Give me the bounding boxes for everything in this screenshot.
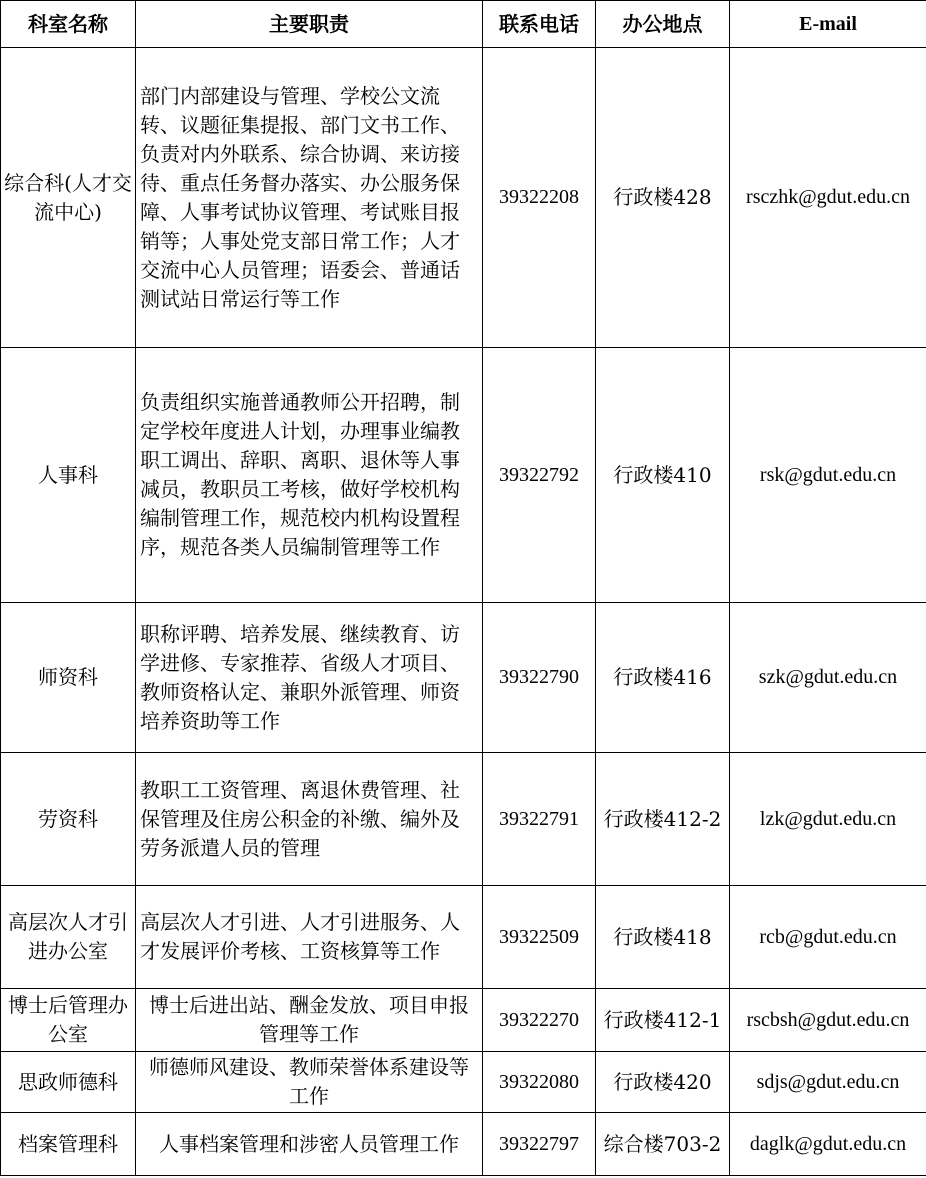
department-office: 行政楼420	[596, 1052, 730, 1113]
department-office: 行政楼416	[596, 603, 730, 753]
header-name: 科室名称	[1, 1, 136, 48]
department-email: sdjs@gdut.edu.cn	[730, 1052, 926, 1113]
table-row	[1, 753, 926, 886]
department-duty: 负责组织实施普通教师公开招聘，制定学校年度进人计划，办理事业编教职工调出、辞职、离职、退休等人事减员，教职员工考核，做好学校机构编制管理工作，规范校内机构设置程序，规范各类人员编制管理等工作	[136, 348, 483, 603]
department-email: szk@gdut.edu.cn	[730, 603, 926, 753]
department-phone: 39322790	[483, 603, 596, 753]
department-email: rcb@gdut.edu.cn	[730, 886, 926, 989]
header-email: E-mail	[730, 1, 926, 48]
department-phone: 39322270	[483, 989, 596, 1052]
department-email: lzk@gdut.edu.cn	[730, 753, 926, 886]
department-phone: 39322791	[483, 753, 596, 886]
department-office: 综合楼703-2	[596, 1113, 730, 1176]
department-name: 劳资科	[1, 753, 136, 886]
header-office: 办公地点	[596, 1, 730, 48]
table-row	[1, 886, 926, 989]
department-phone: 39322792	[483, 348, 596, 603]
department-phone: 39322080	[483, 1052, 596, 1113]
department-email: rsczhk@gdut.edu.cn	[730, 48, 926, 348]
department-duty: 部门内部建设与管理、学校公文流转、议题征集提报、部门文书工作、负责对内外联系、综合协调、来访接待、重点任务督办落实、办公服务保障、人事考试协议管理、考试账目报销等；人事处党支部日常工作；人才交流中心人员管理；语委会、普通话测试站日常运行等工作	[136, 48, 483, 348]
department-name: 高层次人才引进办公室	[1, 886, 136, 989]
header-row	[1, 1, 926, 48]
department-email: rsk@gdut.edu.cn	[730, 348, 926, 603]
header-duty: 主要职责	[136, 1, 483, 48]
table-row	[1, 989, 926, 1052]
department-name: 人事科	[1, 348, 136, 603]
department-name: 博士后管理办公室	[1, 989, 136, 1052]
department-duty: 高层次人才引进、人才引进服务、人才发展评价考核、工资核算等工作	[136, 886, 483, 989]
table-row	[1, 348, 926, 603]
department-duty: 人事档案管理和涉密人员管理工作	[136, 1113, 483, 1176]
department-office: 行政楼410	[596, 348, 730, 603]
department-duty: 师德师风建设、教师荣誉体系建设等工作	[136, 1052, 483, 1113]
department-name: 综合科(人才交流中心)	[1, 48, 136, 348]
department-office: 行政楼412-2	[596, 753, 730, 886]
department-email: daglk@gdut.edu.cn	[730, 1113, 926, 1176]
department-office: 行政楼428	[596, 48, 730, 348]
department-duty: 教职工工资管理、离退休费管理、社保管理及住房公积金的补缴、编外及劳务派遣人员的管理	[136, 753, 483, 886]
department-duty: 职称评聘、培养发展、继续教育、访学进修、专家推荐、省级人才项目、教师资格认定、兼职外派管理、师资培养资助等工作	[136, 603, 483, 753]
department-phone: 39322797	[483, 1113, 596, 1176]
department-office: 行政楼418	[596, 886, 730, 989]
department-phone: 39322509	[483, 886, 596, 989]
department-phone: 39322208	[483, 48, 596, 348]
department-duty: 博士后进出站、酬金发放、项目申报管理等工作	[136, 989, 483, 1052]
table-row	[1, 1052, 926, 1113]
table-row	[1, 48, 926, 348]
department-name: 思政师德科	[1, 1052, 136, 1113]
department-name: 师资科	[1, 603, 136, 753]
table-row	[1, 603, 926, 753]
department-email: rscbsh@gdut.edu.cn	[730, 989, 926, 1052]
table-row	[1, 1113, 926, 1176]
header-phone: 联系电话	[483, 1, 596, 48]
department-name: 档案管理科	[1, 1113, 136, 1176]
department-office: 行政楼412-1	[596, 989, 730, 1052]
